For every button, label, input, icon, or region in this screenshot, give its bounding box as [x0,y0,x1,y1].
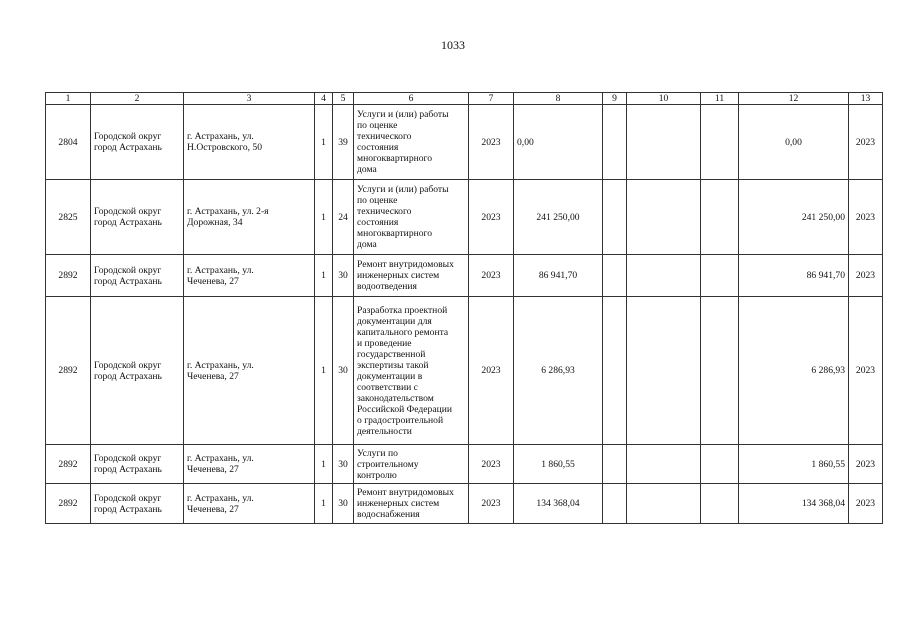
column-header: 6 [354,93,469,105]
column-header: 3 [184,93,315,105]
cost-cell: 86 941,70 [514,255,603,297]
column-header: 1 [46,93,91,105]
municipality-cell: Городской округ город Астрахань [91,445,184,484]
col10-cell [627,105,701,180]
column-header: 12 [739,93,849,105]
column-header: 9 [603,93,627,105]
col9-cell [603,105,627,180]
total-cost-cell: 0,00 [739,105,849,180]
col5-cell: 39 [333,105,354,180]
address-cell: г. Астрахань, ул. Чеченева, 27 [184,445,315,484]
total-cost-cell: 1 860,55 [739,445,849,484]
table-row [46,180,883,255]
total-cost-cell: 241 250,00 [739,180,849,255]
total-cost-cell: 86 941,70 [739,255,849,297]
year-cell: 2023 [469,105,514,180]
address-cell: г. Астрахань, ул. Чеченева, 27 [184,255,315,297]
column-header: 7 [469,93,514,105]
cost-cell: 6 286,93 [514,297,603,445]
table-row [46,484,883,524]
end-year-cell: 2023 [849,105,883,180]
col5-cell: 30 [333,297,354,445]
work-type-cell: Услуги и (или) работы по оценке технического состояния многоквартирного дома [354,105,469,180]
col11-cell [701,180,739,255]
col5-cell: 30 [333,255,354,297]
col11-cell [701,255,739,297]
cost-cell: 1 860,55 [514,445,603,484]
page-number: 1033 [441,38,465,52]
cost-cell: 0,00 [514,105,603,180]
column-header: 8 [514,93,603,105]
year-cell: 2023 [469,255,514,297]
table-row [46,255,883,297]
col4-cell: 1 [315,297,333,445]
col10-cell [627,484,701,524]
table-row [46,445,883,484]
row-id-cell: 2825 [46,180,91,255]
col5-cell: 24 [333,180,354,255]
col9-cell [603,484,627,524]
address-cell: г. Астрахань, ул. Чеченева, 27 [184,297,315,445]
col4-cell: 1 [315,105,333,180]
end-year-cell: 2023 [849,484,883,524]
col5-cell: 30 [333,445,354,484]
end-year-cell: 2023 [849,255,883,297]
municipality-cell: Городской округ город Астрахань [91,180,184,255]
end-year-cell: 2023 [849,297,883,445]
col11-cell [701,297,739,445]
column-header: 13 [849,93,883,105]
row-id-cell: 2892 [46,445,91,484]
total-cost-cell: 6 286,93 [739,297,849,445]
col9-cell [603,445,627,484]
capital-repair-table [45,92,883,524]
municipality-cell: Городской округ город Астрахань [91,297,184,445]
col10-cell [627,180,701,255]
col11-cell [701,445,739,484]
row-id-cell: 2892 [46,255,91,297]
total-cost-cell: 134 368,04 [739,484,849,524]
work-type-cell: Услуги по строительному контролю [354,445,469,484]
col10-cell [627,297,701,445]
col10-cell [627,255,701,297]
table-row [46,105,883,180]
col11-cell [701,484,739,524]
year-cell: 2023 [469,180,514,255]
column-header: 11 [701,93,739,105]
year-cell: 2023 [469,484,514,524]
col4-cell: 1 [315,484,333,524]
col4-cell: 1 [315,445,333,484]
col11-cell [701,105,739,180]
column-header: 2 [91,93,184,105]
col4-cell: 1 [315,255,333,297]
row-id-cell: 2892 [46,484,91,524]
year-cell: 2023 [469,297,514,445]
column-header: 4 [315,93,333,105]
work-type-cell: Услуги и (или) работы по оценке технического состояния многоквартирного дома [354,180,469,255]
municipality-cell: Городской округ город Астрахань [91,484,184,524]
municipality-cell: Городской округ город Астрахань [91,105,184,180]
col9-cell [603,255,627,297]
table-row [46,297,883,445]
col5-cell: 30 [333,484,354,524]
work-type-cell: Ремонт внутридомовых инженерных систем водоотведения [354,255,469,297]
cost-cell: 134 368,04 [514,484,603,524]
address-cell: г. Астрахань, ул. 2-я Дорожная, 34 [184,180,315,255]
col4-cell: 1 [315,180,333,255]
column-header: 10 [627,93,701,105]
address-cell: г. Астрахань, ул. Н.Островского, 50 [184,105,315,180]
row-id-cell: 2892 [46,297,91,445]
end-year-cell: 2023 [849,180,883,255]
work-type-cell: Ремонт внутридомовых инженерных систем водоснабжения [354,484,469,524]
year-cell: 2023 [469,445,514,484]
work-type-cell: Разработка проектной документации для капитального ремонта и проведение государственной экспертизы такой документации в соответствии с законодательством Российской Федерации о градостроительной деятельности [354,297,469,445]
col9-cell [603,297,627,445]
municipality-cell: Городской округ город Астрахань [91,255,184,297]
end-year-cell: 2023 [849,445,883,484]
col10-cell [627,445,701,484]
header-row [46,93,883,105]
column-header: 5 [333,93,354,105]
row-id-cell: 2804 [46,105,91,180]
cost-cell: 241 250,00 [514,180,603,255]
address-cell: г. Астрахань, ул. Чеченева, 27 [184,484,315,524]
col9-cell [603,180,627,255]
